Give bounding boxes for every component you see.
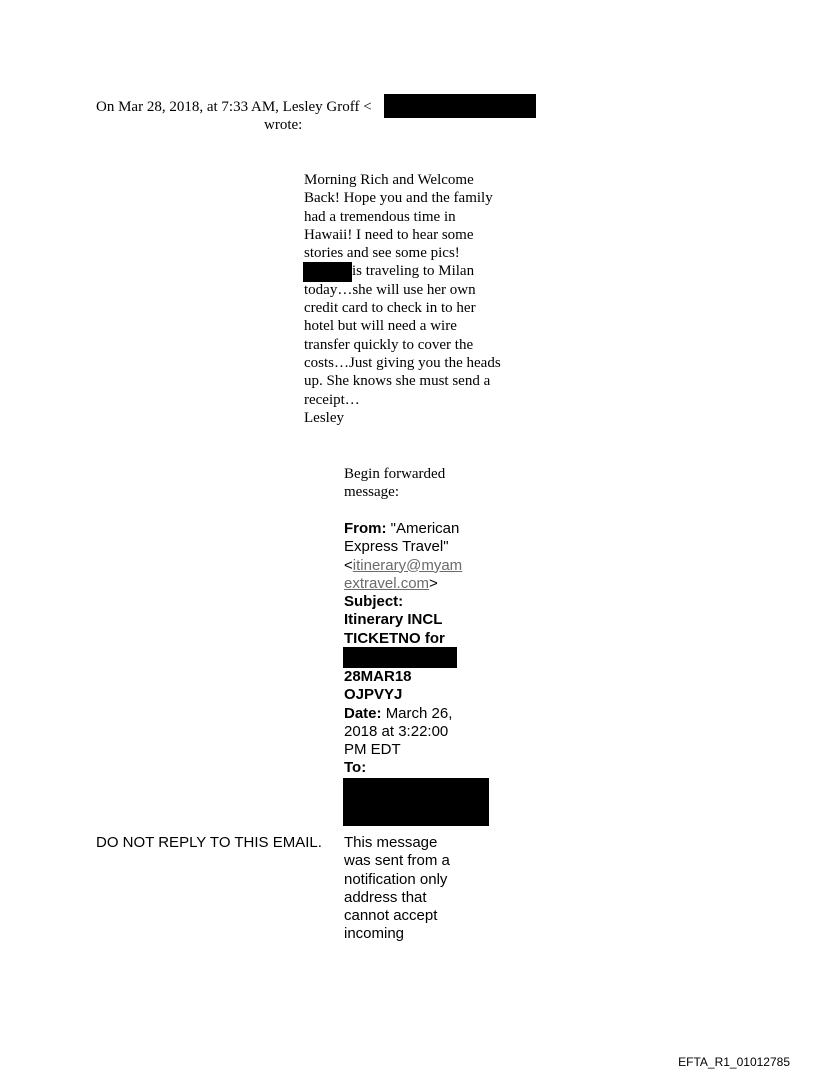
to-line xyxy=(344,759,504,777)
notice-left: DO NOT REPLY TO THIS EMAIL. xyxy=(96,834,322,851)
date-value: March 26, xyxy=(385,704,453,722)
redaction-subject-name xyxy=(343,647,457,668)
body-line: Morning Rich and Welcome xyxy=(304,172,474,188)
forwarded-intro xyxy=(344,465,504,502)
from-email-line xyxy=(344,557,504,575)
redaction-sender-email xyxy=(384,94,536,118)
from-line-2: Express Travel" xyxy=(344,538,449,556)
body-line: credit card to check in to her xyxy=(304,300,476,317)
forwarded-headers-2 xyxy=(344,668,504,778)
body-line: transfer quickly to cover the xyxy=(304,336,474,353)
header-wrote: wrote: xyxy=(264,117,303,133)
from-value: "American xyxy=(390,520,460,537)
date-line xyxy=(344,705,504,723)
to-label: To: xyxy=(344,759,367,777)
document-id: EFTA_R1_01012785 xyxy=(678,1055,790,1069)
message-body xyxy=(304,171,534,427)
date-label: Date: xyxy=(344,704,382,722)
forwarded-headers xyxy=(344,520,504,648)
body-line: Hawaii! I need to hear some xyxy=(304,226,474,243)
body-line: receipt… xyxy=(304,391,360,408)
body-line: today…she will use her own xyxy=(304,281,476,298)
notice-line: This message xyxy=(344,834,438,851)
from-email-link-2[interactable]: extravel.com xyxy=(344,574,430,592)
from-email-open: < xyxy=(344,556,353,574)
subject-line xyxy=(344,630,504,648)
body-line: Back! Hope you and the family xyxy=(304,190,493,207)
header-from-text: On Mar 28, 2018, at 7:33 AM, Lesley Groff < xyxy=(96,99,372,115)
notice-line: incoming xyxy=(344,925,405,943)
body-line: Lesley xyxy=(304,409,344,426)
date-line-2: 2018 at 3:22:00 xyxy=(344,722,449,740)
from-email-close: > xyxy=(429,574,438,592)
notice-line: cannot accept xyxy=(344,907,438,925)
notice-line: was sent from a xyxy=(344,852,450,870)
subject-text: 28MAR18 xyxy=(344,668,412,685)
forwarded-intro-line: message: xyxy=(344,484,399,501)
redaction-traveler-name xyxy=(303,262,352,282)
date-line-3: PM EDT xyxy=(344,741,401,759)
body-line: costs…Just giving you the heads xyxy=(304,354,501,371)
notice-line: address that xyxy=(344,888,427,906)
header-line-1 xyxy=(96,98,372,116)
subject-line xyxy=(344,686,504,704)
body-line: is traveling to Milan xyxy=(352,263,475,280)
subject-text: OJPVYJ xyxy=(344,686,403,704)
forwarded-intro-line: Begin forwarded xyxy=(344,466,446,482)
subject-label-line xyxy=(344,593,504,611)
from-email-line-2 xyxy=(344,575,504,593)
body-line: stories and see some pics! xyxy=(304,245,460,262)
subject-line xyxy=(344,668,504,686)
subject-text: Itinerary INCL xyxy=(344,611,443,629)
from-label: From: xyxy=(344,520,387,537)
notice-line: notification only xyxy=(344,870,448,888)
notice-body xyxy=(344,834,504,944)
subject-text: TICKETNO for xyxy=(344,629,445,647)
body-line: up. She knows she must send a xyxy=(304,373,491,390)
redaction-recipient xyxy=(343,778,489,826)
body-line: had a tremendous time in xyxy=(304,208,456,225)
body-line: hotel but will need a wire xyxy=(304,318,457,335)
subject-label: Subject: xyxy=(344,593,404,611)
subject-line xyxy=(344,611,504,629)
from-email-link[interactable]: itinerary@myam xyxy=(352,556,463,574)
from-line xyxy=(344,520,504,538)
